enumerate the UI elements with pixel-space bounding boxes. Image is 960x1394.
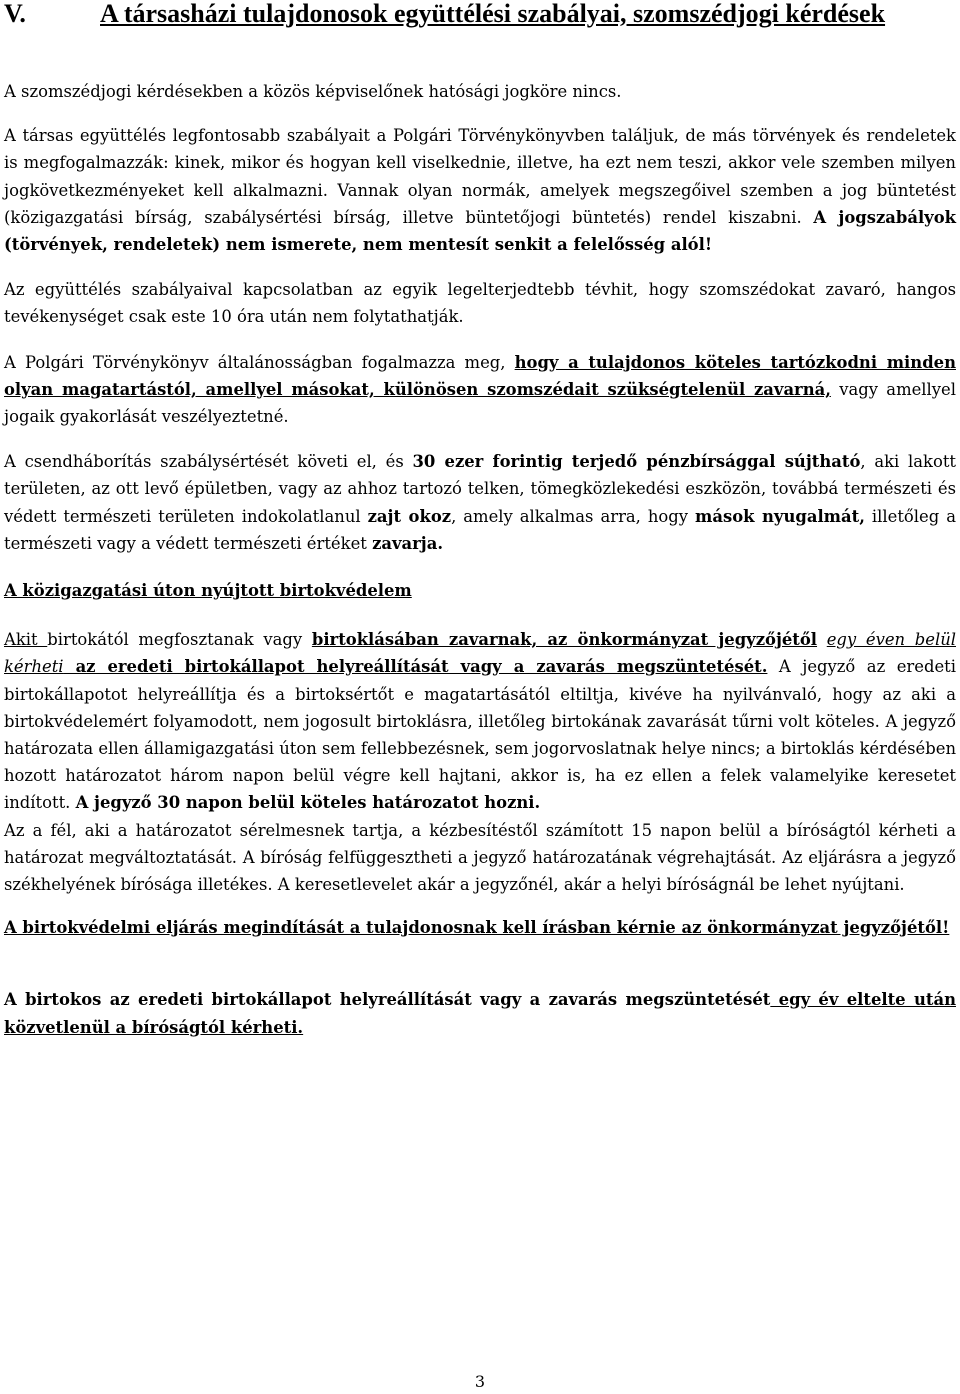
text-run: vagy amellyel jogaik gyakorlását veszélyeztetné. [4, 379, 956, 427]
bold-text-run: A jegyző 30 napon belül köteles határozatot hozni. [75, 793, 541, 813]
bold-text-run: zavarja. [372, 533, 444, 553]
page-number: 3 [474, 1372, 486, 1391]
subheading-possession-protection: A közigazgatási úton nyújtott birtokvédelem [4, 581, 412, 601]
bold-text-run: A birtokos az eredeti birtokállapot helyreállítását vagy a zavarás megszüntetését [4, 990, 771, 1010]
text-run: illetőleg a természeti vagy a védett természeti értéket [4, 506, 956, 553]
paragraph-court-appeal: Az a fél, aki a határozatot sérelmesnek tartja, a kézbesítéstől számított 15 napon belül a bíróságtól kérheti a határozat megváltoztatását. A bíróság felfüggesztheti a jegyző határozatának végrehajtását. Az eljárásra a jegyző székhelyének bírósága illetékes. A keresetlevelet akár a jegyzőnél, akár a helyi bíróságnál be lehet nyújtani. [4, 820, 956, 895]
bold-underlined-text-run: hogy a tulajdonos köteles tartózkodni minden olyan magatartástól, amellyel másokat, különösen szomszédait szükségtelenül zavarná, [4, 352, 956, 399]
bold-text-run: A jogszabályok (törvények, rendeletek) nem ismerete, nem mentesít senkit a felelősség alól! [4, 207, 956, 255]
paragraph-court-after-one-year [4, 986, 956, 1040]
bold-text-run: mások nyugalmát, [695, 506, 865, 526]
text-run: birtokától megfosztanak vagy [47, 630, 312, 650]
bold-underlined-text-run: egy év eltelte után közvetlenül a bíróságtól kérheti. [4, 990, 956, 1037]
paragraph-noise-offence [4, 448, 956, 557]
underlined-text-run: Akit [4, 630, 48, 650]
text-run [817, 630, 827, 649]
bold-text-run: 30 ezer forintig terjedő pénzbírsággal sújtható [412, 452, 861, 472]
text-run: A társas együttélés legfontosabb szabályait a Polgári Törvénykönyvben találjuk, de más törvények és rendeletek is megfogalmazzák: kinek, mikor és hogyan kell viselkednie, illetve, ha ezt nem teszi, akkor vele szemben milyen jogkövetkezményeket kell alkalmazni. Vannak olyan normák, amelyek megszegőivel szemben a jog büntetést (közigazgatási bírság, szabálysértési bírság, illetve büntetőjogi büntetés) rendel kiszabni. [4, 126, 956, 227]
paragraph-owner-obligation [4, 349, 956, 431]
text-run: , aki lakott területen, az ott levő épületben, vagy az ahhoz tartozó telken, tömegközlekedési eszközön, továbbá természeti és védett természeti területen indokolatlanul [4, 452, 956, 526]
paragraph-civil-code-rules [4, 122, 956, 258]
text-run: A Polgári Törvénykönyv általánosságban fogalmazza meg, [4, 352, 515, 372]
text-run: A csendháborítás szabálysértését követi el, és [4, 452, 413, 472]
bold-underlined-text-run: birtoklásában zavarnak, az önkormányzat jegyzőjétől [311, 630, 818, 650]
section-number: V. [4, 0, 26, 28]
text-run: A jegyző az eredeti birtokállapotot helyreállítja és a birtoksértőt e magatartásától eltiltja, kivéve ha nyilvánvaló, hogy az aki a birtokvédelemért folyamodott, nem jogosult birtoklásra, illetőleg birtokának zavarását tűrni volt köteles. A jegyző határozata ellen államigazgatási úton sem fellebbezésnek, sem jogorvoslatnak helye nincs; a birtoklás kérdésében hozott határozatot három napon belül végre kell hajtani, akkor is, ha ez ellen a felek valamelyike keresetet indított. [4, 657, 956, 813]
paragraph-authority: A szomszédjogi kérdésekben a közös képviselőnek hatósági jogköre nincs. [4, 82, 622, 101]
paragraph-misconception: Az együttélés szabályaival kapcsolatban az egyik legelterjedtebb tévhit, hogy szomszédokat zavaró, hangos tevékenységet csak este 10 óra után nem folytathatják. [4, 280, 956, 327]
document-page [4, 0, 956, 1041]
text-run: , amely alkalmas arra, hogy [451, 506, 696, 526]
paragraph-written-request: A birtokvédelmi eljárás megindítását a tulajdonosnak kell írásban kérnie az önkormányzat jegyzőjétől! [4, 918, 950, 938]
bold-underlined-text-run: az eredeti birtokállapot helyreállítását vagy a zavarás megszüntetését. [63, 657, 768, 677]
section-title: A társasházi tulajdonosok együttélési szabályai, szomszédjogi kérdések [100, 0, 886, 28]
italic-underlined-text-run: egy éven belül kérheti [4, 630, 956, 677]
bold-text-run: zajt okoz [367, 506, 452, 526]
section-heading [4, 0, 956, 28]
paragraph-possession-procedure [4, 626, 956, 816]
